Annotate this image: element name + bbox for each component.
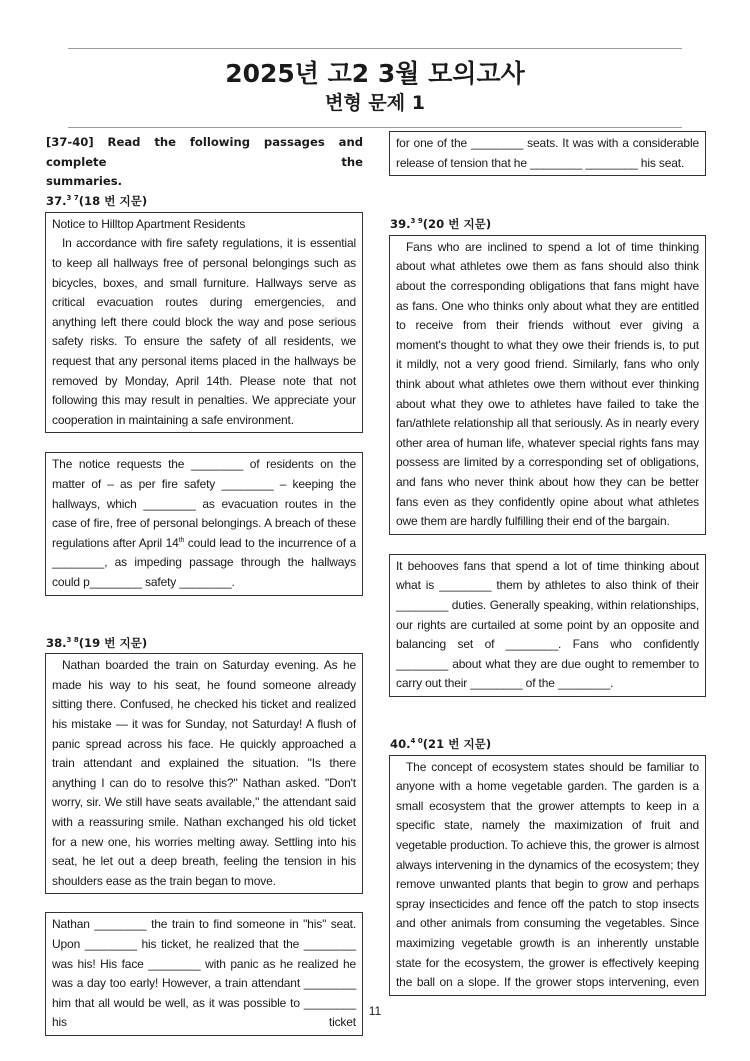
top-rule <box>68 48 682 49</box>
q37-summary <box>52 455 356 592</box>
q37-heading <box>46 192 363 212</box>
q39-source: (20 번 지문) <box>422 217 492 232</box>
q39-summary-box <box>389 554 706 697</box>
q37-passage: In accordance with fire safety regulations, it is essential to keep all hallways free of personal belongings such as bicycles, boxes, and small furniture. Hallways serve as critical evacuation routes during emergencies, and anything left there could block the way and pose serious safety risks. To ensure the safety of all residents, we request that any personal items placed in the hallways be removed by Monday, April 14th. Please note that not following this may result in penalties. We appreciate your cooperation in maintaining a safe environment. <box>52 236 356 427</box>
q38-passage-box <box>45 653 363 894</box>
q40-number: 40. <box>390 736 411 751</box>
q39-number: 39. <box>390 217 411 232</box>
q37-passage-box <box>45 212 363 434</box>
instructions-line2: summaries. <box>46 174 122 189</box>
left-column <box>45 133 363 1036</box>
q38-summary-part1: Nathan ________ the train to find someone in "his" seat. Upon ________ his ticket, he realized that the ________ was his! His face ________ with panic as he realized he was a day too early! However, a train attendant ________ him that all would be well, as it was possible to ________ his ticket <box>52 917 356 1030</box>
q39-summary: It behooves fans that spend a lot of time thinking about what is ________ them by athletes to also think of their ________ duties. Generally speaking, within relationships, our rights are curtailed at some point by an opposite and balancing set of ________. Fans who confidently ________ about what they are due ought to remember to carry out their ________ of the ________. <box>396 558 699 691</box>
q40-heading <box>389 735 706 755</box>
q37-summary-box <box>45 452 363 595</box>
page-title: 2025년 고2 3월 모의고사 <box>225 59 525 88</box>
q38-sup: 3 8 <box>66 635 79 644</box>
q38-number: 38. <box>46 635 67 650</box>
q39-sup: 3 9 <box>410 217 423 226</box>
q37-summary-b: could lead to the incurrence of a ________, as impeding passage through the hallways could p________ safety ________. <box>52 535 356 589</box>
q37-sup: 3 7 <box>66 194 79 203</box>
header-rule <box>68 127 682 128</box>
q38-summary-part2: for one of the ________ seats. It was with a considerable release of tension that he ________ ________ his seat. <box>396 136 699 170</box>
q40-passage-box <box>389 755 706 996</box>
q37-summary-a: The notice requests the ________ of residents on the matter of – as per fire safety ________ – keeping the hallways, which ________ as evacuation routes in the case of fire, free of personal belongings. A breach of these regulations after April 14 <box>52 457 356 550</box>
q40-passage: The concept of ecosystem states should be familiar to anyone with a home vegetable garden. The garden is a small ecosystem that the grower attempts to keep in a specific state, namely the maximization of fruit and vegetable production. To achieve this, the grower is almost always intervening in the dynamics of the ecosystem; they remove unwanted plants that begin to grow and perhaps spray insecticides and fence off the patch to stop insects and other animals from consuming the vegetables. Since maximizing vegetable growth is an inherently unstable state for the ecosystem, the grower is effectively keeping the ball on a slope. If the grower stops intervening, even <box>396 759 699 990</box>
q39-passage-box <box>389 235 706 535</box>
q38-passage: Nathan boarded the train on Saturday evening. As he made his way to his seat, he found someone already sitting there. Confused, he checked his ticket and realized his mistake — it was for Sunday, not Saturday! A flush of panic spread across his face. He quickly approached a train attendant and explained the situation. "Is there anything I can do to resolve this?" Nathan asked. "Don't worry, sir. We still have seats available," the attendant said with a reassuring smile. Nathan exchanged his old ticket for a new one, his worries melting away. Settling into his seat, he let out a deep breath, feeling the tension in his shoulders ease as the train began to move. <box>52 658 356 888</box>
page-subtitle: 변형 문제 1 <box>325 92 425 114</box>
q39-heading <box>389 215 706 235</box>
q40-source: (21 번 지문) <box>422 736 492 751</box>
q38-heading <box>45 634 363 654</box>
right-column <box>389 131 706 996</box>
q38-source: (19 번 지문) <box>78 635 148 650</box>
instructions <box>45 133 363 212</box>
q38-summary-box-part2 <box>389 131 706 176</box>
q37-number: 37. <box>46 194 67 209</box>
page-number: 11 <box>368 1004 382 1018</box>
instructions-line1: [37-40] Read the following passages and complete the <box>46 135 363 169</box>
q37-passage-title: Notice to Hilltop Apartment Residents <box>52 216 246 231</box>
q39-passage: Fans who are inclined to spend a lot of time thinking about what athletes owe them as fans should also think about the corresponding obligations that fans might have as fans. One who thinks only about what they are entitled to receive from their friends without ever giving a moment's thought to what they owe their friends is, to put it mildly, not a very good friend. Similarly, fans who only think about what athletes owe them without ever thinking about what they owe to athletes have failed to take the fan/athlete relationship all that seriously. As in nearly every other area of human life, whatever special rights fans may possess are limited by a corresponding set of obligations, and fans who never think about how they can be better fans even as they confidently opine about what athletes owe them are hardly fulfilling their end of the bargain. <box>396 239 699 529</box>
q37-summary-sup: th <box>178 536 185 544</box>
q37-source: (18 번 지문) <box>78 194 148 209</box>
q40-sup: 4 0 <box>410 737 423 746</box>
